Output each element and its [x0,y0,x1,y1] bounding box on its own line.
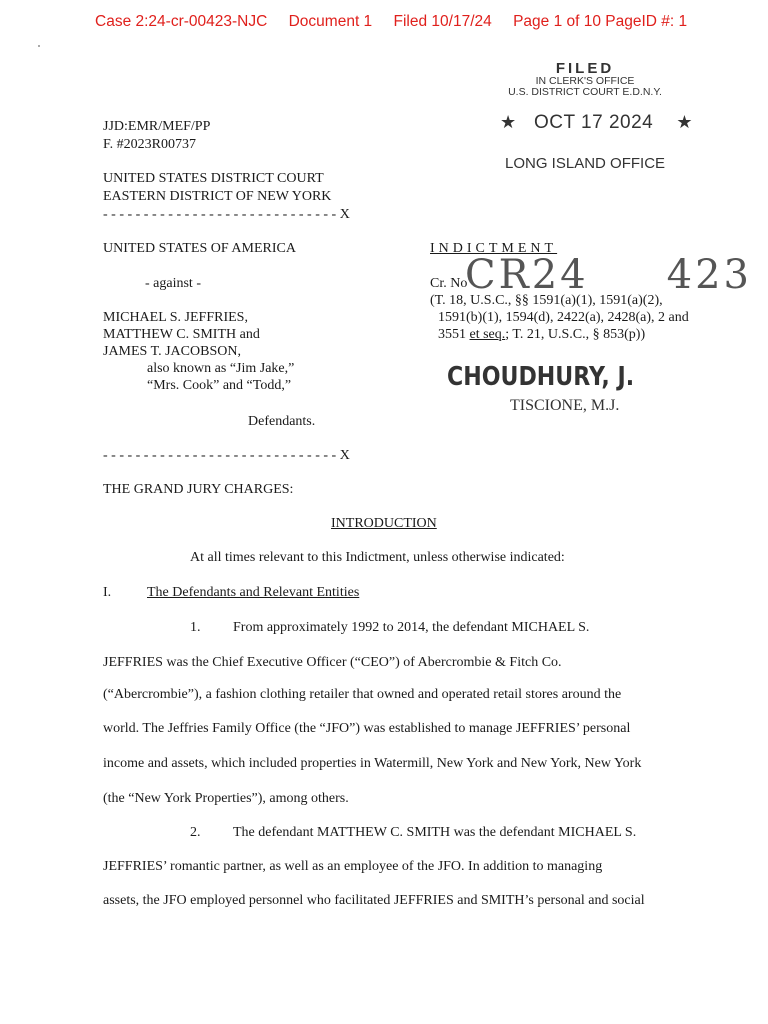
plaintiff: UNITED STATES OF AMERICA [103,241,296,256]
citation-part: ; T. 21, U.S.C., § 853(p)) [505,327,646,342]
filing-header-stamp [95,13,704,31]
paragraph-1-line: income and assets, which included properties in Watermill, New York and New York, New York [103,756,642,771]
section-title: The Defendants and Relevant Entities [147,585,360,600]
defendant-3: JAMES T. JACOBSON, [103,344,241,359]
judge-stamp: CHOUDHURY, J. [447,362,635,392]
caption-separator-top: - - - - - - - - - - - - - - - - - - - - - - - - - - - - - X [103,207,350,222]
statute-citation-3 [438,326,645,344]
defendant-2: MATTHEW C. SMITH and [103,327,260,342]
date-stamp [500,112,693,134]
statute-citation-2: 1591(b)(1), 1594(d), 2422(a), 2428(a), 2 and [438,310,689,325]
court-name: UNITED STATES DISTRICT COURT [103,171,324,186]
defendants-label: Defendants. [248,414,316,429]
caption-separator-bottom: - - - - - - - - - - - - - - - - - - - - - - - - - - - - - X [103,448,350,463]
filed-stamp-line1: IN CLERK'S OFFICE [535,75,635,87]
magistrate-stamp: TISCIONE, M.J. [510,397,620,414]
paragraph-1-line: (the “New York Properties”), among others. [103,791,349,806]
paragraph-2-line: The defendant MATTHEW C. SMITH was the defendant MICHAEL S. [233,825,637,840]
cr-stamp-part-a: CR24 [465,252,589,298]
clerk-filed-stamp [500,62,670,98]
page-id: Page 1 of 10 PageID #: 1 [513,13,688,30]
paragraph-2-number: 2. [190,825,201,840]
attorney-initials: JJD:EMR/MEF/PP [103,119,211,134]
date-stamp-date: OCT 17 2024 [533,112,654,133]
citation-part: 3551 [438,327,470,342]
et-seq: et seq. [469,327,506,342]
document-number: Document 1 [288,13,373,30]
paragraph-1-line: From approximately 1992 to 2014, the defendant MICHAEL S. [233,620,590,635]
alias-line-2: “Mrs. Cook” and “Todd,” [147,378,292,393]
case-number: Case 2:24-cr-00423-NJC [95,13,268,30]
against-label: - against - [145,276,201,291]
cr-stamp-part-b: 423 [666,252,752,298]
statute-citation-1: (T. 18, U.S.C., §§ 1591(a)(1), 1591(a)(2), [430,293,663,308]
grand-jury-charges: THE GRAND JURY CHARGES: [103,482,294,497]
alias-line-1: also known as “Jim Jake,” [147,361,295,376]
paragraph-2-line: JEFFRIES’ romantic partner, as well as an employee of the JFO. In addition to managing [103,859,603,874]
filed-date: Filed 10/17/24 [393,13,492,30]
section-number: I. [103,585,112,600]
court-district: EASTERN DISTRICT OF NEW YORK [103,189,332,204]
indictment-title: INDICTMENT [430,241,558,256]
intro-text: At all times relevant to this Indictment, unless otherwise indicated: [190,550,565,565]
cr-number-prefix: Cr. No [430,276,468,291]
office-stamp: LONG ISLAND OFFICE [505,155,666,172]
star-icon: ★ [500,112,517,132]
filed-stamp-line2: U.S. DISTRICT COURT E.D.N.Y. [508,86,662,98]
defendant-1: MICHAEL S. JEFFRIES, [103,310,248,325]
paragraph-1-line: world. The Jeffries Family Office (the “JFO”) was established to manage JEFFRIES’ personal [103,721,631,736]
introduction-heading: INTRODUCTION [331,516,437,531]
star-icon: ★ [676,112,693,132]
scan-speck [38,45,40,47]
filed-stamp-title: FILED [555,60,615,77]
file-number: F. #2023R00737 [103,137,197,152]
paragraph-1-line: (“Abercrombie”), a fashion clothing retailer that owned and operated retail stores around the [103,687,622,702]
paragraph-2-line: assets, the JFO employed personnel who facilitated JEFFRIES and SMITH’s personal and social [103,893,645,908]
paragraph-1-line: JEFFRIES was the Chief Executive Officer (“CEO”) of Abercrombie & Fitch Co. [103,655,562,670]
paragraph-1-number: 1. [190,620,201,635]
